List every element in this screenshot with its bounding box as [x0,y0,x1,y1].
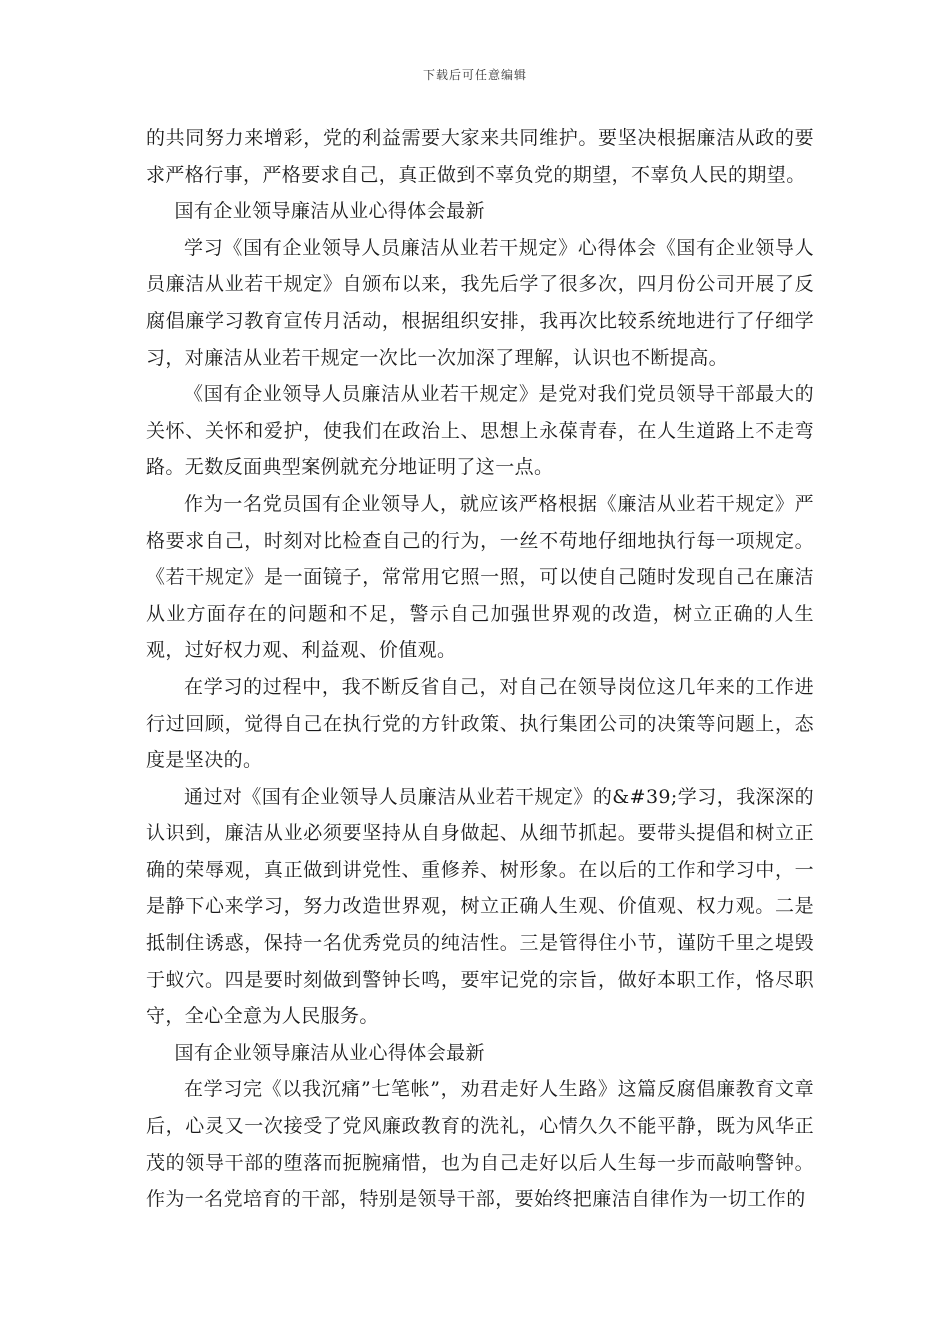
paragraph-4: 在学习的过程中，我不断反省自己，对自己在领导岗位这几年来的工作进行过回顾，觉得自己在执行党的方针政策、执行集团公司的决策等问题上，态度是坚决的。 [146,675,814,772]
paragraph-1: 学习《国有企业领导人员廉洁从业若干规定》心得体会《国有企业领导人员廉洁从业若干规定》自颁布以来，我先后学了很多次，四月份公司开展了反腐倡廉学习教育宣传月活动，根据组织安排，我再次比较系统地进行了仔细学习，对廉洁从业若干规定一次比一次加深了理解，认识也不断提高。 [146,236,814,369]
paragraph-continuation: 的共同努力来增彩，党的利益需要大家来共同维护。要坚决根据廉洁从政的要求严格行事，严格要求自己，真正做到不辜负党的期望，不辜负人民的期望。 [146,127,814,186]
section-heading-1: 国有企业领导廉洁从业心得体会最新 [174,200,485,223]
paragraph-5: 通过对《国有企业领导人员廉洁从业若干规定》的&#39;学习，我深深的认识到，廉洁从业必须要坚持从自身做起、从细节抓起。要带头提倡和树立正确的荣辱观，真正做到讲党性、重修养、树形象。在以后的工作和学习中，一是静下心来学习，努力改造世界观，树立正确人生观、价值观、权力观。二是抵制住诱惑，保持一名优秀党员的纯洁性。三是管得住小节，谨防千里之堤毁于蚁穴。四是要时刻做到警钟长鸣，要牢记党的宗旨，做好本职工作，恪尽职守，全心全意为人民服务。 [146,785,814,1028]
paragraph-6: 在学习完《以我沉痛”七笔帐”，劝君走好人生路》这篇反腐倡廉教育文章后，心灵又一次接受了党风廉政教育的洗礼，心情久久不能平静，既为风华正茂的领导干部的堕落而扼腕痛惜，也为自己走好以后人生每一步而敲响警钟。作为一名党培育的干部，特别是领导干部，要始终把廉洁自律作为一切工作的 [146,1078,814,1211]
header-note: 下载后可任意编辑 [422,68,527,82]
section-heading-2: 国有企业领导廉洁从业心得体会最新 [174,1041,485,1064]
document-body [146,120,814,1218]
paragraph-3: 作为一名党员国有企业领导人，就应该严格根据《廉洁从业若干规定》严格要求自己，时刻对比检查自己的行为，一丝不苟地仔细地执行每一项规定。《若干规定》是一面镜子，常常用它照一照，可以使自己随时发现自己在廉洁从业方面存在的问题和不足，警示自己加强世界观的改造，树立正确的人生观，过好权力观、利益观、价值观。 [146,492,814,662]
paragraph-2: 《国有企业领导人员廉洁从业若干规定》是党对我们党员领导干部最大的关怀、关怀和爱护，使我们在政治上、思想上永葆青春，在人生道路上不走弯路。无数反面典型案例就充分地证明了这一点。 [146,383,814,479]
